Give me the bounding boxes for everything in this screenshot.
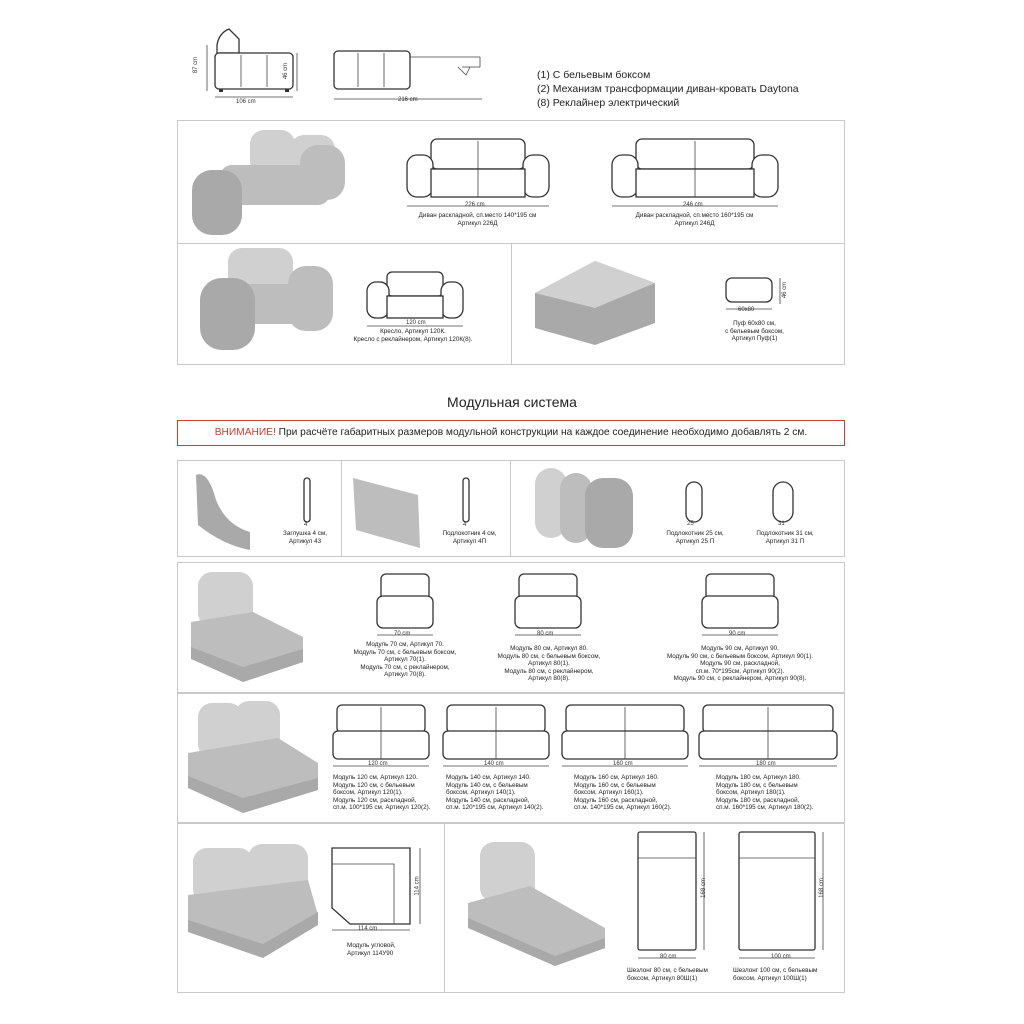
module120-dim: 120 cm [368,761,388,767]
pouf-width-dim: 60х80 [738,307,755,313]
module120-diagram [331,703,431,768]
sofa-render [190,125,350,240]
corner-render [183,840,323,960]
pouf-render [525,253,660,348]
chaise80-caption: Шезлонг 80 см, с бельевым боксом, Артикул 80Ш(1) [627,967,708,982]
armrest25-dim: 25 [687,521,694,527]
warning-prefix: ВНИМАНИЕ! [214,427,276,438]
armrest4-dim: 4 [463,522,467,528]
chaise80-height-dim: 168 cm [700,878,707,898]
armchair-render [198,246,338,356]
legend-item-1: (1) С бельевым боксом [537,69,651,81]
chaise100-height-dim: 168 cm [818,878,825,898]
recliner-height-dim: 87 cm [193,56,200,74]
module80-dim: 80 cm [537,631,554,637]
module160-caption: Модуль 160 см, Артикул 160. Модуль 160 см, с бельевым боксом, Артикул 160(1). Модуль 160 см, раскладной, сп.м. 140*195 см, Артикул 160(2). [574,774,672,812]
sofa226-diagram [405,135,550,210]
chaise-render [460,838,610,968]
bed-length-dim: 216 cm [398,97,418,103]
corner-height-dim: 114 cm [414,876,421,896]
chaise80-width-dim: 80 cm [660,954,677,960]
plug-caption: Заглушка 4 см, Артикул 43 [283,530,327,545]
module160-diagram [560,703,690,768]
recliner-depth-dim: 46 cm [283,62,290,80]
sofa226-dim: 226 cm [465,202,485,208]
armrest25-diagram [684,480,706,525]
armrest31-caption: Подлокотник 31 см, Артикул 31 П [756,530,814,545]
corner-caption: Модуль угловой, Артикул 114У90 [347,942,396,957]
module70-dim: 70 cm [394,631,411,637]
module180-caption: Модуль 180 см, Артикул 180. Модуль 180 см, с бельевым боксом, Артикул 180(1). Модуль 180 см, раскладной, сп.м. 160*195 см, Артикул 180(2). [716,774,814,812]
sofa246-dim: 246 cm [683,202,703,208]
module90-dim: 90 cm [729,631,746,637]
chaise100-width-dim: 100 cm [771,954,791,960]
plug-diagram [302,476,314,526]
armchair-dim: 120 cm [406,320,426,326]
warning-text: При расчёте габаритных размеров модульной конструкции на каждое соединение необходимо добавлять 2 см. [275,427,808,438]
module140-caption: Модуль 140 см, Артикул 140. Модуль 140 см, с бельевым боксом, Артикул 140(1). Модуль 140 см, раскладной, сп.м. 120*195 см, Артикул 140(2). [446,774,544,812]
single-module-render [183,567,313,687]
module120-caption: Модуль 120 см, Артикул 120. Модуль 120 см, с бельевым боксом, Артикул 120(1). Модуль 120 см, раскладной, сп.м. 100*195 см, Артикул 120(2). [333,774,431,812]
module80-caption: Модуль 80 см, Артикул 80. Модуль 80 см, с бельевым боксом, Артикул 80(1). Модуль 80 см, с реклайнером, Артикул 80(8). [497,645,601,683]
pouf-height-dim: 46 cm [782,281,789,299]
recliner-width-dim: 106 cm [236,99,256,105]
module140-dim: 140 cm [484,761,504,767]
armrest31-diagram [771,480,797,525]
sofa226-caption: Диван раскладной, сп.место 140*195 см Артикул 226Д [418,212,537,227]
armrest25-caption: Подлокотник 25 см, Артикул 25 П [666,530,724,545]
sofa-bed-diagram [330,45,490,105]
chaise100-caption: Шезлонг 100 см, с бельевым боксом, Артикул 100Ш(1) [733,967,818,982]
sofa246-caption: Диван раскладной, сп.место 160*195 см Артикул 246Д [635,212,754,227]
pouf-caption: Пуф 60х80 см, с бельевым боксом, Артикул Пуф(1) [725,320,784,343]
corner-width-dim: 114 cm [358,926,378,932]
module160-dim: 160 cm [613,761,633,767]
armrest31-dim: 31 [778,521,785,527]
warning-banner [177,420,845,446]
armrest4-diagram [461,476,473,526]
module180-diagram [697,703,839,768]
legend-item-8: (8) Реклайнер электрический [537,97,680,109]
armrest4-render [348,470,428,550]
sofa246-diagram [610,135,780,210]
armchair-caption: Кресло, Артикул 120К. Кресло с реклайнером, Артикул 120К(8). [353,328,473,343]
module180-dim: 180 cm [756,761,776,767]
recliner-side-diagram [205,25,305,105]
module70-caption: Модуль 70 см, Артикул 70. Модуль 70 см, с бельевым боксом, Артикул 70(1). Модуль 70 см, с реклайнером, Артикул 70(8). [353,641,457,679]
plug-render [188,470,258,555]
armrest4-caption: Подлокотник 4 см, Артикул 4П [442,530,497,545]
armrest-render [530,465,640,550]
armchair-diagram [365,268,465,328]
legend-item-2: (2) Механизм трансформации диван-кровать Daytona [537,83,799,95]
section-title: Модульная система [447,394,577,410]
plug-dim: 4 [304,522,308,528]
module140-diagram [441,703,551,768]
module90-caption: Модуль 90 см, Артикул 90. Модуль 90 см, с бельевым боксом, Артикул 90(1). Модуль 90 см, раскладной, сп.м. 70*195см, Артикул 90(2). Модуль 90 см, с реклайнером, Артикул 90(8). [666,645,814,683]
double-module-render [183,698,323,818]
